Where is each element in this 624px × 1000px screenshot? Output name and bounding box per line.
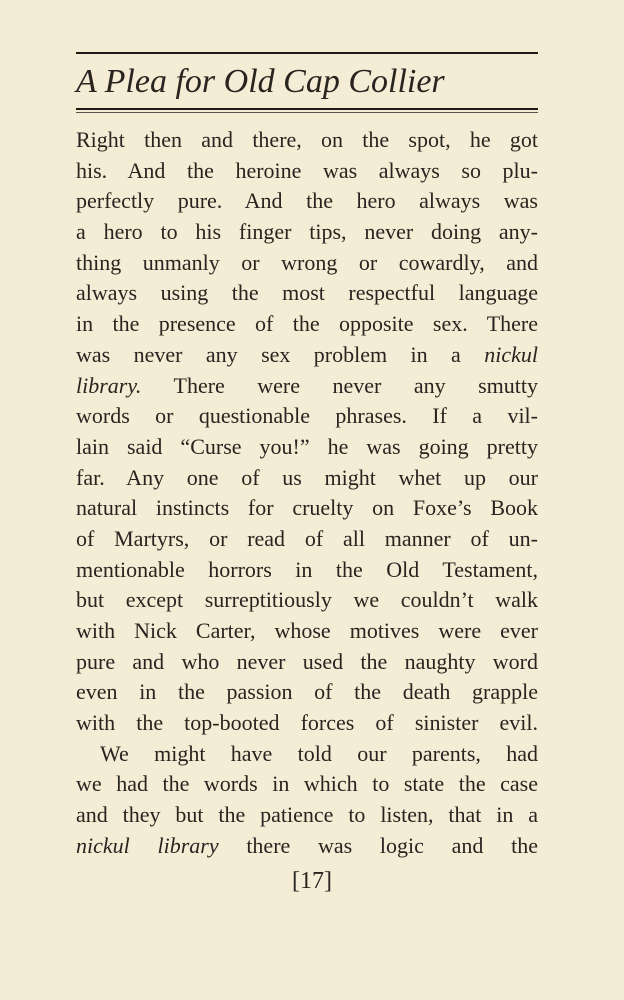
italic-phrase: nickul xyxy=(484,341,538,367)
text-fragment: there was logic and the xyxy=(246,832,538,858)
page-number: [17] xyxy=(292,868,332,894)
text-line: pure and who never used the naughty word xyxy=(76,648,538,674)
head-rule-thin xyxy=(76,112,538,113)
text-line: perfectly pure. And the hero always was xyxy=(76,188,538,214)
top-rule xyxy=(76,52,538,54)
text-line-with-italic xyxy=(76,831,538,862)
body-text xyxy=(76,125,538,862)
text-line: in the presence of the opposite sex. There xyxy=(76,311,538,337)
text-line-with-italic xyxy=(76,371,538,402)
text-line: natural instincts for cruelty on Foxe’s Book xyxy=(76,495,538,521)
head-rule xyxy=(76,108,538,110)
italic-phrase: library. xyxy=(76,372,142,398)
text-line: words or questionable phrases. If a vil- xyxy=(76,403,538,429)
text-line: mentionable horrors in the Old Testament, xyxy=(76,556,538,582)
text-line: we had the words in which to state the case xyxy=(76,771,538,797)
text-line: Right then and there, on the spot, he got xyxy=(76,127,538,152)
text-line: thing unmanly or wrong or cowardly, and xyxy=(76,249,538,275)
italic-phrase: nickul library xyxy=(76,832,219,858)
text-fragment: was never any sex problem in a xyxy=(76,341,461,367)
text-line-with-italic xyxy=(76,340,538,371)
text-fragment: There were never any smutty xyxy=(173,372,538,398)
text-line: always using the most respectful language xyxy=(76,280,538,306)
text-line: a hero to his finger tips, never doing any- xyxy=(76,219,538,245)
running-head xyxy=(76,60,538,104)
text-line: his. And the heroine was always so plu- xyxy=(76,157,538,183)
paragraph-first-line: We might have told our parents, had xyxy=(100,740,538,766)
text-line: lain said “Curse you!” he was going pretty xyxy=(76,433,538,459)
text-line: even in the passion of the death grapple xyxy=(76,679,538,705)
running-head-text: A Plea for Old Cap Collier xyxy=(76,63,445,100)
text-line: with the top-booted forces of sinister evil. xyxy=(76,710,538,736)
text-line: and they but the patience to listen, that in a xyxy=(76,802,538,828)
text-line: with Nick Carter, whose motives were ever xyxy=(76,618,538,643)
text-line: far. Any one of us might whet up our xyxy=(76,464,538,490)
text-line: but except surreptitiously we couldn’t walk xyxy=(76,587,538,613)
text-line: of Martyrs, or read of all manner of un- xyxy=(76,525,538,551)
